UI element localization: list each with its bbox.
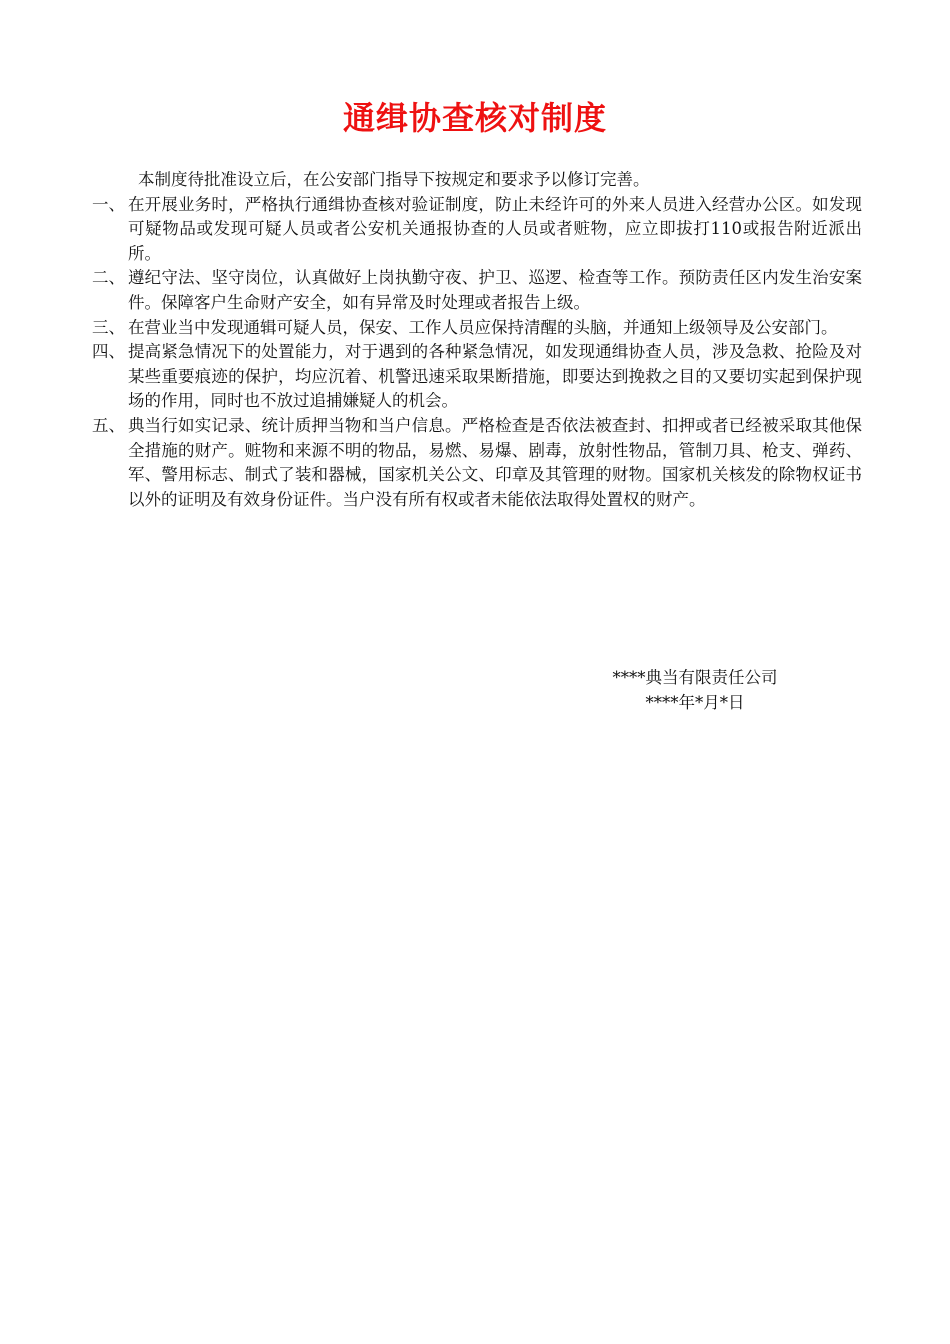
company-name: ****典当有限责任公司 — [612, 668, 778, 687]
regulation-item-2 — [92, 266, 862, 315]
item-text: 典当行如实记录、统计质押当物和当户信息。严格检查是否依法被查封、扣押或者已经被采取其他保全措施的财产。赃物和来源不明的物品，易燃、易爆、剧毒，放射性物品，管制刀具、枪支、弹药、军、警用标志、制式了装和器械，国家机关公文、印章及其管理的财物。国家机关核发的除物权证书以外的证明及有效身份证件。当户没有所有权或者未能依法取得处置权的财产。 — [128, 415, 862, 509]
regulation-list — [92, 193, 862, 513]
intro-paragraph: 本制度待批准设立后，在公安部门指导下按规定和要求予以修订完善。 — [138, 170, 650, 189]
item-number: 一、 — [92, 194, 125, 214]
item-number: 二、 — [92, 268, 125, 288]
item-number: 五、 — [92, 415, 125, 435]
item-number: 四、 — [92, 342, 125, 362]
signature-date: ****年*月*日 — [645, 692, 745, 712]
regulation-item-4 — [92, 340, 862, 414]
document-title: 通缉协查核对制度 — [342, 99, 607, 137]
item-text: 遵纪守法、坚守岗位，认真做好上岗执勤守夜、护卫、巡逻、检查等工作。预防责任区内发生治安案件。保障客户生命财产安全，如有异常及时处理或者报告上级。 — [128, 268, 862, 312]
signature-block — [560, 666, 830, 715]
item-text: 在营业当中发现通辑可疑人员，保安、工作人员应保持清醒的头脑，并通知上级领导及公安部门。 — [128, 317, 838, 337]
item-number: 三、 — [92, 317, 125, 337]
item-text: 在开展业务时，严格执行通缉协查核对验证制度，防止未经许可的外来人员进入经营办公区。如发现可疑物品或发现可疑人员或者公安机关通报协查的人员或者赃物，应立即拔打110或报告附近派出所。 — [128, 194, 862, 263]
document-body — [92, 168, 862, 512]
item-text: 提高紧急情况下的处置能力，对于遇到的各种紧急情况，如发现通缉协查人员，涉及急救、抢险及对某些重要痕迹的保护，均应沉着、机警迅速采取果断措施，即要达到挽救之目的又要切实起到保护现场的作用，同时也不放过追捕嫌疑人的机会。 — [128, 342, 862, 411]
regulation-item-5 — [92, 414, 862, 512]
regulation-item-3 — [92, 316, 862, 341]
regulation-item-1 — [92, 193, 862, 267]
